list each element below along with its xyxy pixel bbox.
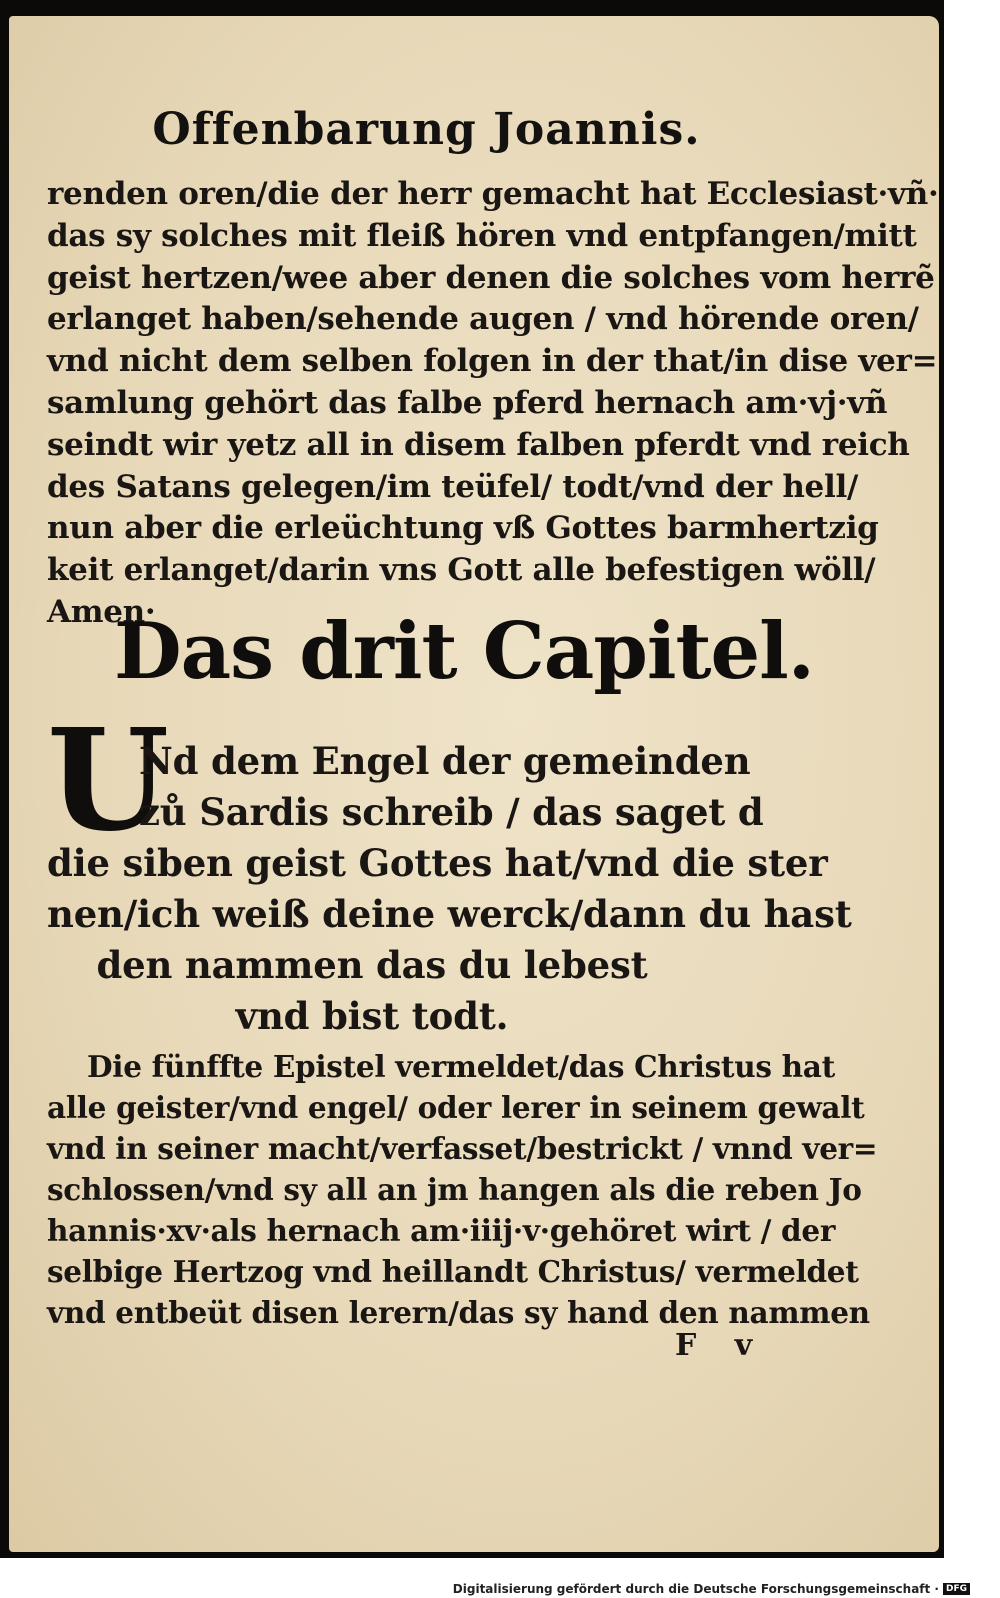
text-line: renden oren/die der herr gemacht hat Ecclesiast·vñ· xyxy=(47,176,939,212)
text-line: nen/ich weiß deine werck/dann du hast xyxy=(47,892,852,936)
chapter-title: Das drit Capitel. xyxy=(114,606,814,697)
decorated-initial: U xyxy=(47,699,170,863)
footer-text: Digitalisierung gefördert durch die Deutsche Forschungsgemeinschaft · xyxy=(452,1582,939,1596)
digitization-footer xyxy=(453,1582,970,1596)
text-block-top xyxy=(47,174,939,634)
text-line: das sy solches mit fleiß hören vnd entpfangen/mitt xyxy=(47,217,917,254)
text-line: geist hertzen/wee aber denen die solches vom herrẽ xyxy=(47,259,935,296)
text-line: schlossen/vnd sy all an jm hangen als die reben Jo xyxy=(47,1172,862,1207)
text-line: des Satans gelegen/im teüfel/ todt/vnd der hell/ xyxy=(47,468,858,505)
text-line: vnd entbeüt disen lerern/das sy hand den nammen xyxy=(47,1295,870,1330)
running-head: Offenbarung Joannis. xyxy=(152,104,701,155)
text-line: den nammen das du lebest xyxy=(96,943,648,987)
text-line: samlung gehört das falbe pferd hernach am·vj·vñ xyxy=(47,384,888,421)
text-line: hannis·xv·als hernach am·iiij·v·gehöret wirt / der xyxy=(47,1213,836,1248)
text-line: nun aber die erleüchtung vß Gottes barmhertzig xyxy=(47,510,879,547)
text-line: die siben geist Gottes hat/vnd die ster xyxy=(47,841,828,885)
text-line: vnd in seiner macht/verfasset/bestrickt / vnnd ver= xyxy=(47,1131,878,1166)
text-line: keit erlanget/darin vns Gott alle befestigen wöll/ xyxy=(47,552,876,589)
text-line: alle geister/vnd engel/ oder lerer in seinem gewalt xyxy=(47,1090,865,1125)
text-line: vnd nicht dem selben folgen in der that/in dise ver= xyxy=(47,343,938,380)
text-line: erlanget haben/sehende augen / vnd hörende oren/ xyxy=(47,301,919,338)
chapter-opening-text xyxy=(47,736,852,1042)
text-line: Amen· xyxy=(47,593,156,630)
dfg-logo: DFG xyxy=(943,1583,970,1595)
text-line: Nd dem Engel der gemeinden xyxy=(139,739,751,783)
text-line: selbige Hertzog vnd heillandt Christus/ vermeldet xyxy=(47,1254,859,1289)
text-line: seindt wir yetz all in disem falben pferdt vnd reich xyxy=(47,426,910,463)
text-line: Die fünffte Epistel vermeldet/das Christus hat xyxy=(87,1049,835,1084)
signature-mark: F v xyxy=(675,1328,767,1363)
commentary-text xyxy=(47,1046,878,1333)
text-line: vnd bist todt. xyxy=(235,994,509,1038)
text-line: zů Sardis schreib / das saget d xyxy=(139,790,764,834)
book-page xyxy=(9,16,939,1552)
